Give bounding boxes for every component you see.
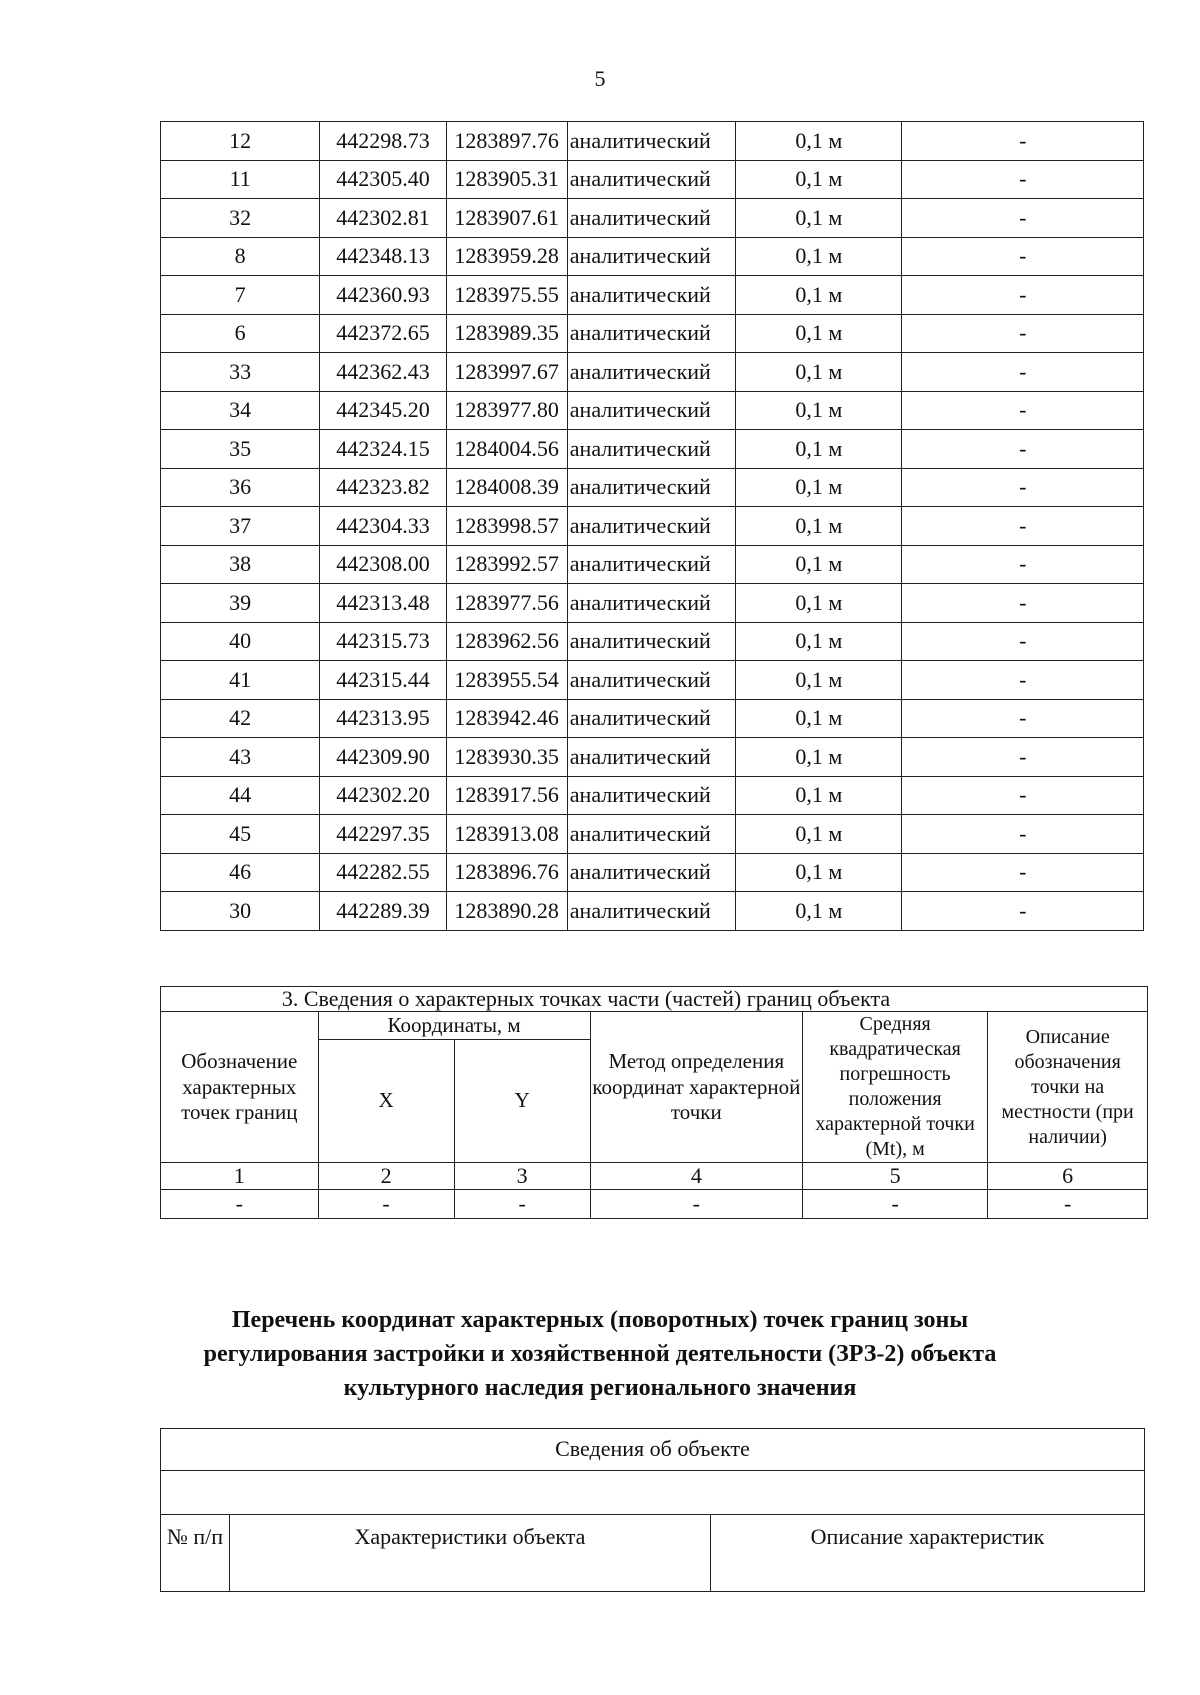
- table-cell: 0,1 м: [736, 815, 902, 854]
- table-cell: 442324.15: [320, 430, 446, 469]
- table-cell: аналитический: [567, 584, 735, 623]
- table-cell: аналитический: [567, 122, 735, 161]
- table-cell: -: [902, 853, 1144, 892]
- table-cell: -: [802, 1190, 987, 1219]
- table-row: [161, 391, 1144, 430]
- table-cell: аналитический: [567, 314, 735, 353]
- table-cell: 442348.13: [320, 237, 446, 276]
- table-cell: -: [454, 1190, 590, 1219]
- table-cell: 40: [161, 622, 320, 661]
- table-cell: 442313.95: [320, 699, 446, 738]
- table-cell: 46: [161, 853, 320, 892]
- number-header: № п/п: [161, 1515, 230, 1592]
- table-cell: 442289.39: [320, 892, 446, 931]
- table-cell: 34: [161, 391, 320, 430]
- table-cell: 45: [161, 815, 320, 854]
- table-cell: 442282.55: [320, 853, 446, 892]
- table-cell: 0,1 м: [736, 699, 902, 738]
- page-number: 5: [594, 66, 606, 91]
- table-cell: аналитический: [567, 892, 735, 931]
- table-cell: -: [902, 160, 1144, 199]
- x-header: X: [318, 1039, 454, 1162]
- table-cell: 1283998.57: [446, 507, 567, 546]
- table-cell: 0,1 м: [736, 237, 902, 276]
- table-row: [161, 430, 1144, 469]
- table-cell: 442309.90: [320, 738, 446, 777]
- method-header: Метод определения координат характерной точки: [590, 1012, 802, 1163]
- table-row: [161, 584, 1144, 623]
- table-cell: -: [902, 699, 1144, 738]
- table-cell: 1283905.31: [446, 160, 567, 199]
- table-cell: 1283975.55: [446, 276, 567, 315]
- table-cell: -: [902, 353, 1144, 392]
- table-cell: 12: [161, 122, 320, 161]
- table-row: [161, 853, 1144, 892]
- table-cell: 1283917.56: [446, 776, 567, 815]
- table-cell: 1284004.56: [446, 430, 567, 469]
- table-row: [161, 738, 1144, 777]
- object-title-row: [161, 1429, 1145, 1471]
- table-cell: 6: [161, 314, 320, 353]
- section-heading: [150, 1303, 1050, 1405]
- heading-line: Перечень координат характерных (поворотных) точек границ зоны: [231, 1307, 969, 1333]
- designation-header: Обозначение характерных точек границ: [161, 1012, 319, 1163]
- parts-header-row: [161, 1012, 1148, 1040]
- table-cell: 1283942.46: [446, 699, 567, 738]
- table-cell: 44: [161, 776, 320, 815]
- table-cell: 442308.00: [320, 545, 446, 584]
- table-cell: аналитический: [567, 430, 735, 469]
- table-cell: 42: [161, 699, 320, 738]
- object-header-row: [161, 1515, 1145, 1592]
- table-cell: -: [988, 1190, 1148, 1219]
- table-cell: аналитический: [567, 853, 735, 892]
- table-cell: -: [902, 276, 1144, 315]
- table-row: [161, 545, 1144, 584]
- table-cell: -: [161, 1190, 319, 1219]
- table-cell: 0,1 м: [736, 776, 902, 815]
- table-cell: 442302.20: [320, 776, 446, 815]
- table-cell: 442372.65: [320, 314, 446, 353]
- heading-line: регулирования застройки и хозяйственной деятельности (ЗРЗ-2) объекта: [203, 1341, 997, 1367]
- table-cell: 0,1 м: [736, 160, 902, 199]
- table-cell: 43: [161, 738, 320, 777]
- object-table-title: Сведения об объекте: [161, 1429, 1145, 1471]
- table-cell: 1283997.67: [446, 353, 567, 392]
- table-cell: -: [902, 892, 1144, 931]
- table-cell: 442304.33: [320, 507, 446, 546]
- table-row: [161, 237, 1144, 276]
- table-cell: аналитический: [567, 776, 735, 815]
- table-cell: 0,1 м: [736, 545, 902, 584]
- table-cell: 0,1 м: [736, 853, 902, 892]
- table-cell: 36: [161, 468, 320, 507]
- table-row: [161, 199, 1144, 238]
- characteristics-header: Характеристики объекта: [230, 1515, 711, 1592]
- table-cell: 33: [161, 353, 320, 392]
- table-row: [161, 699, 1144, 738]
- table-cell: 442313.48: [320, 584, 446, 623]
- table-row: [161, 122, 1144, 161]
- characteristics-description-header: Описание характеристик: [711, 1515, 1145, 1592]
- column-number: 3: [454, 1163, 590, 1190]
- points-table-body: [161, 122, 1144, 931]
- table-cell: аналитический: [567, 622, 735, 661]
- table-cell: 1283977.56: [446, 584, 567, 623]
- table-cell: 442297.35: [320, 815, 446, 854]
- object-info-table: [160, 1428, 1145, 1592]
- column-number: 1: [161, 1163, 319, 1190]
- table-cell: 442298.73: [320, 122, 446, 161]
- section-title-row: [161, 987, 1148, 1012]
- table-cell: -: [902, 199, 1144, 238]
- table-cell: аналитический: [567, 391, 735, 430]
- table-cell: аналитический: [567, 507, 735, 546]
- table-cell: 0,1 м: [736, 661, 902, 700]
- table-row: [161, 776, 1144, 815]
- table-cell: -: [902, 815, 1144, 854]
- coords-header: Координаты, м: [318, 1012, 590, 1040]
- table-row: [161, 160, 1144, 199]
- table-cell: аналитический: [567, 699, 735, 738]
- table-cell: аналитический: [567, 199, 735, 238]
- table-cell: -: [902, 430, 1144, 469]
- table-cell: 442315.73: [320, 622, 446, 661]
- table-cell: 0,1 м: [736, 584, 902, 623]
- column-number: 6: [988, 1163, 1148, 1190]
- parts-points-table: [160, 986, 1148, 1219]
- table-cell: 1283989.35: [446, 314, 567, 353]
- table-cell: аналитический: [567, 815, 735, 854]
- table-cell: 30: [161, 892, 320, 931]
- table-row: [161, 661, 1144, 700]
- table-cell: аналитический: [567, 545, 735, 584]
- table-cell: -: [902, 776, 1144, 815]
- table-cell: -: [902, 661, 1144, 700]
- table-cell: 0,1 м: [736, 892, 902, 931]
- table-cell: 1283897.76: [446, 122, 567, 161]
- table-cell: 0,1 м: [736, 276, 902, 315]
- table-row: [161, 276, 1144, 315]
- table-cell: 0,1 м: [736, 430, 902, 469]
- heading-line: культурного наследия регионального значения: [343, 1375, 857, 1401]
- table-cell: -: [902, 122, 1144, 161]
- table-cell: 1283962.56: [446, 622, 567, 661]
- table-cell: 442360.93: [320, 276, 446, 315]
- table-cell: 0,1 м: [736, 199, 902, 238]
- table-cell: 1283977.80: [446, 391, 567, 430]
- table-cell: 442305.40: [320, 160, 446, 199]
- table-cell: 442323.82: [320, 468, 446, 507]
- table-cell: аналитический: [567, 276, 735, 315]
- section-title: [161, 987, 1148, 1012]
- table-cell: 7: [161, 276, 320, 315]
- table-cell: аналитический: [567, 738, 735, 777]
- table-cell: 1283896.76: [446, 853, 567, 892]
- table-cell: -: [590, 1190, 802, 1219]
- table-cell: 35: [161, 430, 320, 469]
- table-row: [161, 314, 1144, 353]
- table-cell: 0,1 м: [736, 507, 902, 546]
- table-cell: 442345.20: [320, 391, 446, 430]
- column-numbers-row: [161, 1163, 1148, 1190]
- table-cell: 1283955.54: [446, 661, 567, 700]
- table-cell: аналитический: [567, 353, 735, 392]
- table-cell: -: [902, 507, 1144, 546]
- table-cell: 38: [161, 545, 320, 584]
- section-title-text: 3. Сведения о характерных точках части (частей) границ объекта: [281, 986, 891, 1011]
- table-row: [161, 892, 1144, 931]
- table-row: [161, 622, 1144, 661]
- table-cell: 39: [161, 584, 320, 623]
- table-cell: -: [902, 738, 1144, 777]
- table-cell: -: [902, 545, 1144, 584]
- table-row: [161, 468, 1144, 507]
- table-cell: -: [902, 584, 1144, 623]
- table-cell: 41: [161, 661, 320, 700]
- empty-data-row: [161, 1190, 1148, 1219]
- points-table: [160, 121, 1144, 931]
- column-number: 2: [318, 1163, 454, 1190]
- error-header: Средняя квадратическая погрешность положения характерной точки (Mt), м: [802, 1012, 987, 1163]
- table-cell: 1283992.57: [446, 545, 567, 584]
- table-cell: 1283907.61: [446, 199, 567, 238]
- table-cell: 0,1 м: [736, 353, 902, 392]
- table-cell: 0,1 м: [736, 738, 902, 777]
- table-cell: -: [902, 468, 1144, 507]
- table-cell: -: [902, 391, 1144, 430]
- table-cell: 1283913.08: [446, 815, 567, 854]
- table-cell: 11: [161, 160, 320, 199]
- table-cell: 1284008.39: [446, 468, 567, 507]
- empty-cell: [161, 1471, 1145, 1515]
- column-number: 5: [802, 1163, 987, 1190]
- table-cell: 442362.43: [320, 353, 446, 392]
- table-cell: 0,1 м: [736, 468, 902, 507]
- table-row: [161, 815, 1144, 854]
- table-cell: 1283959.28: [446, 237, 567, 276]
- table-cell: 0,1 м: [736, 391, 902, 430]
- table-cell: 0,1 м: [736, 122, 902, 161]
- table-cell: 442302.81: [320, 199, 446, 238]
- table-cell: аналитический: [567, 160, 735, 199]
- table-cell: 0,1 м: [736, 622, 902, 661]
- table-cell: аналитический: [567, 661, 735, 700]
- table-cell: 1283890.28: [446, 892, 567, 931]
- column-number: 4: [590, 1163, 802, 1190]
- table-cell: -: [318, 1190, 454, 1219]
- table-cell: аналитический: [567, 237, 735, 276]
- table-cell: 37: [161, 507, 320, 546]
- table-cell: 8: [161, 237, 320, 276]
- table-cell: 32: [161, 199, 320, 238]
- table-row: [161, 353, 1144, 392]
- table-cell: аналитический: [567, 468, 735, 507]
- table-row: [161, 507, 1144, 546]
- table-cell: 0,1 м: [736, 314, 902, 353]
- table-cell: -: [902, 237, 1144, 276]
- description-header: Описание обозначения точки на местности (при наличии): [988, 1012, 1148, 1163]
- table-cell: -: [902, 314, 1144, 353]
- table-cell: -: [902, 622, 1144, 661]
- table-cell: 442315.44: [320, 661, 446, 700]
- y-header: Y: [454, 1039, 590, 1162]
- table-cell: 1283930.35: [446, 738, 567, 777]
- object-empty-row: [161, 1471, 1145, 1515]
